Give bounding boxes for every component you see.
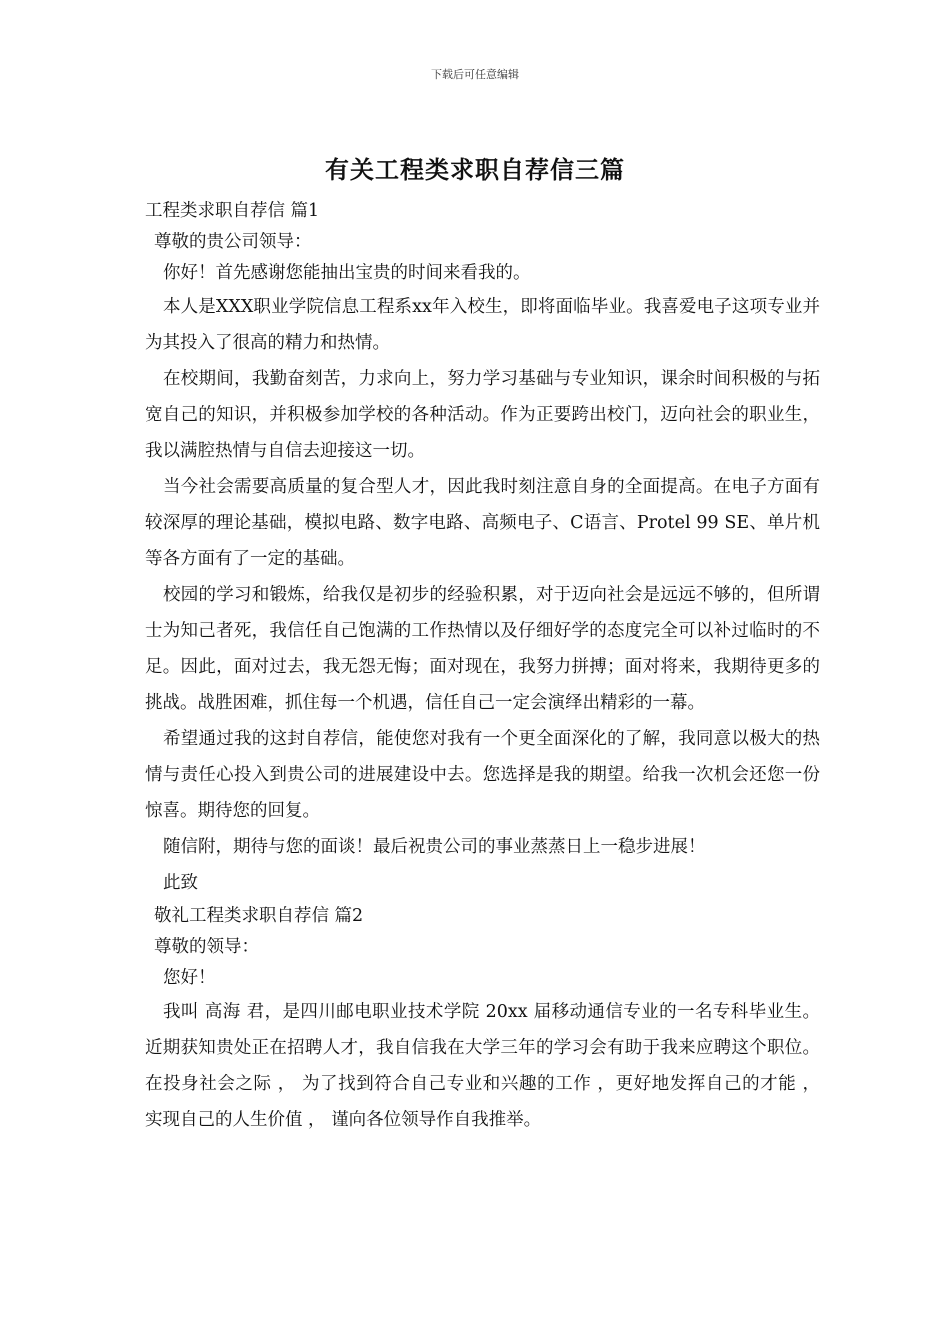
paragraph: 随信附，期待与您的面谈！最后祝贵公司的事业蒸蒸日上一稳步进展！	[163, 837, 706, 857]
document-body	[145, 196, 820, 1138]
header-note: 下载后可任意编辑	[431, 68, 519, 81]
paragraph: 本人是XXX职业学院信息工程系xx年入校生，即将面临毕业。我喜爱电子这项专业并为其投入了很高的精力和热情。	[145, 297, 820, 353]
section-heading: 工程类求职自荐信 篇1	[145, 201, 320, 221]
paragraph: 希望通过我的这封自荐信，能使您对我有一个更全面深化的了解，我同意以极大的热情与责任心投入到贵公司的进展建设中去。您选择是我的期望。给我一次机会还您一份惊喜。期待您的回复。	[145, 729, 820, 821]
closing: 此致	[163, 873, 198, 893]
document-title: 有关工程类求职自荐信三篇	[325, 155, 625, 184]
paragraph: 在校期间，我勤奋刻苦，力求向上，努力学习基础与专业知识，课余时间积极的与拓宽自己的知识，并积极参加学校的各种活动。作为正要跨出校门，迈向社会的职业生，我以满腔热情与自信去迎接这一切。	[145, 369, 820, 461]
section-heading: 敬礼工程类求职自荐信 篇2	[154, 906, 364, 926]
greeting: 你好！首先感谢您能抽出宝贵的时间来看我的。	[163, 263, 531, 283]
paragraph: 当今社会需要高质量的复合型人才，因此我时刻注意自身的全面提高。在电子方面有较深厚的理论基础，模拟电路、数字电路、高频电子、C语言、Protel 99 SE、单片机等各方面有了一定的基础。	[145, 477, 820, 569]
greeting: 您好！	[163, 968, 216, 988]
paragraph: 我叫 高海 君，是四川邮电职业技术学院 20xx 届移动通信专业的一名专科毕业生。近期获知贵处正在招聘人才，我自信我在大学三年的学习会有助于我来应聘这个职位。在投身社会之际 ， 为了找到符合自己专业和兴趣的工作 ，更好地发挥自己的才能 ， 实现自己的人生价值 ， 谨向各位领导作自我推举。	[145, 1002, 820, 1130]
paragraph: 校园的学习和锻炼，给我仅是初步的经验积累，对于迈向社会是远远不够的，但所谓士为知己者死，我信任自己饱满的工作热情以及仔细好学的态度完全可以补过临时的不足。因此，面对过去，我无怨无悔；面对现在，我努力拼搏；面对将来，我期待更多的挑战。战胜困难，抓住每一个机遇，信任自己一定会演绎出精彩的一幕。	[145, 585, 820, 713]
salutation: 尊敬的贵公司领导：	[154, 232, 312, 252]
salutation: 尊敬的领导：	[154, 937, 259, 957]
